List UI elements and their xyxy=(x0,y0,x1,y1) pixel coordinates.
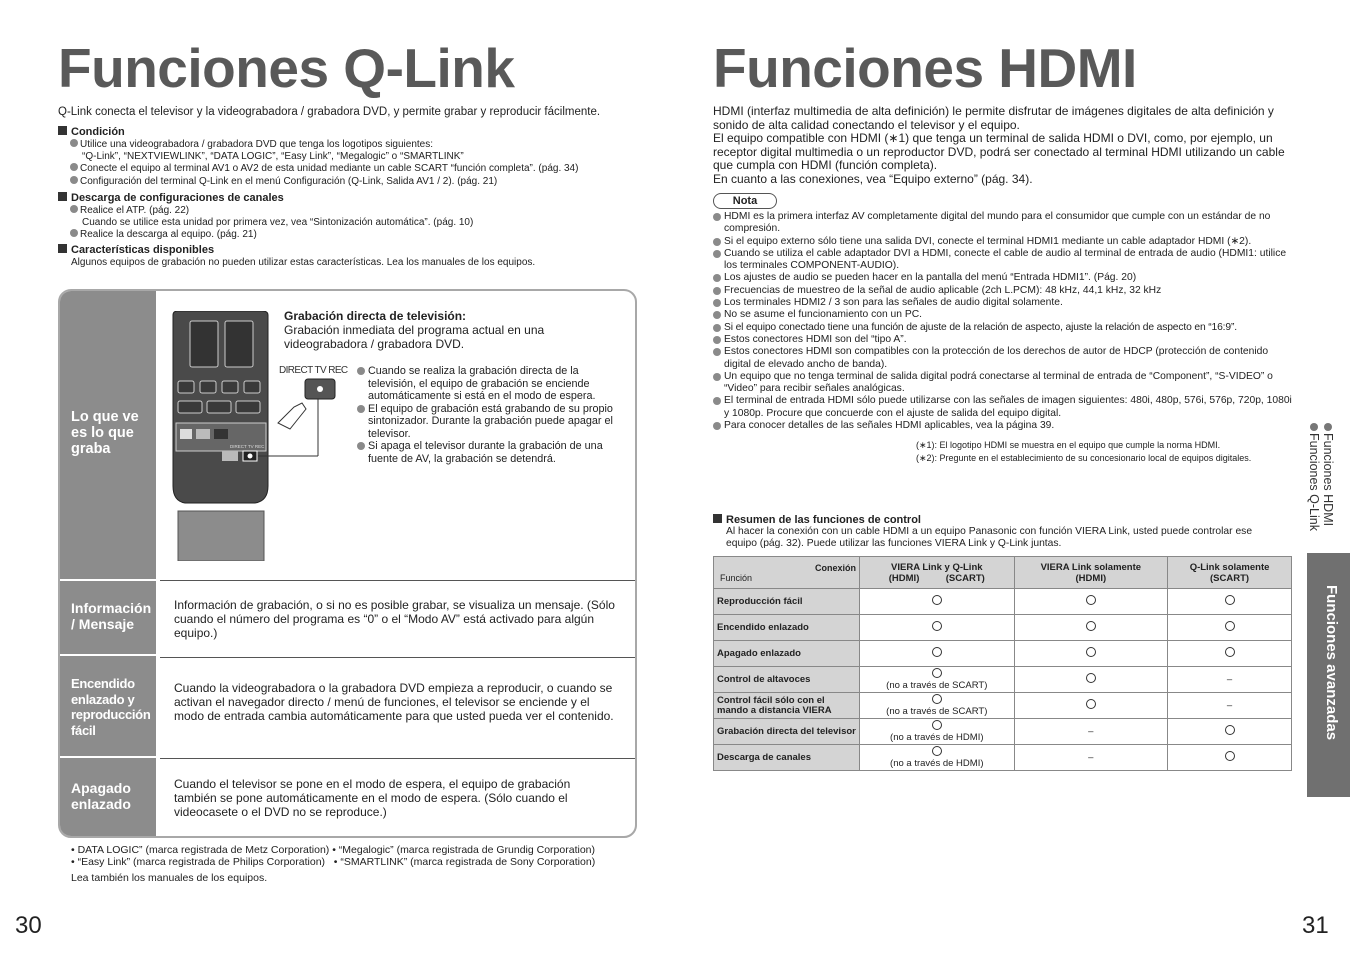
bullet-dot-icon xyxy=(713,213,721,221)
bullet-dot-icon xyxy=(713,250,721,258)
row2-text: Información de grabación, o si no es posible grabar, se visualiza un mensaje. (Sólo cuando el número del programa es “0” o el “Modo AV” está activado para algún equipo.) xyxy=(174,598,615,640)
bullet-dot-icon xyxy=(713,397,721,405)
bullet-dot-icon xyxy=(713,373,721,381)
function-cell: Apagado enlazado xyxy=(714,641,860,667)
note: Un equipo que no tenga terminal de salida digital podrá conectarse al terminal de entrada de “Component”, “S-VIDEO” o “Video” para recibir señales analógicas. xyxy=(713,371,1293,396)
page-title-qlink: Funciones Q-Link xyxy=(58,37,515,99)
trademark-line: • “Easy Link” (marca registrada de Philips Corporation) • “SMARTLINK” (marca registrada de Sony Corporation) xyxy=(71,856,596,868)
bullet: Realice la descarga al equipo. (pág. 21) xyxy=(58,229,648,241)
row1-desc: Grabación inmediata del programa actual en una videograbadora / grabadora DVD. xyxy=(284,322,545,351)
cell xyxy=(860,641,1015,667)
circle-icon xyxy=(1225,595,1235,605)
cell: – xyxy=(1014,719,1168,745)
cell xyxy=(1014,641,1168,667)
note: Si el equipo conectado tiene una función de ajuste de la relación de aspecto, ajuste la relación de aspecto en “16:9”. xyxy=(713,322,1293,334)
cell: – xyxy=(1168,693,1292,719)
bullet-dot-icon xyxy=(1324,423,1332,431)
row-label: Lo que ve es lo que graba xyxy=(71,409,139,457)
note: Los terminales HDMI2 / 3 son para las señales de audio digital solamente. xyxy=(713,297,1293,309)
cell xyxy=(1014,615,1168,641)
bullet-dot-icon xyxy=(713,299,721,307)
direct-tv-rec-label: DIRECT TV REC xyxy=(279,365,348,376)
side-tab xyxy=(1307,553,1350,797)
footnote: Lea también los manuales de los equipos. xyxy=(71,872,268,884)
divider xyxy=(160,758,635,759)
hdmi-footnotes xyxy=(916,439,1251,465)
bullet-dot-icon xyxy=(713,336,721,344)
circle-icon xyxy=(1225,751,1235,761)
cell xyxy=(1168,641,1292,667)
side-tab-label: Funciones avanzadas xyxy=(1323,585,1340,741)
row-label-bg xyxy=(60,291,156,579)
table-row xyxy=(714,693,1292,719)
square-bullet-icon xyxy=(713,514,722,523)
bullet-dot-icon xyxy=(713,311,721,319)
row-label-bg xyxy=(60,581,156,654)
hdmi-notes xyxy=(713,211,1293,432)
row-label: Encendido enlazado y reproducción fácil xyxy=(71,676,151,738)
row-label: Apagado enlazado xyxy=(71,780,131,812)
intro-paragraph: El equipo compatible con HDMI (∗1) que tenga un terminal de salida HDMI o DVI, como, por ejemplo, un receptor digital multimedia o un reproductor DVD, podrá ser conectado al terminal HDMI utilizando un cable que cumpla con HDMI (función completa). xyxy=(713,131,1285,173)
note: HDMI es la primera interfaz AV completamente digital del mundo para el consumidor que cumple con un estándar de no compresión. xyxy=(713,211,1293,236)
section-heading: Características disponibles xyxy=(58,244,648,257)
side-label-hdmi: Funciones HDMI xyxy=(1321,423,1335,531)
cell: – xyxy=(1014,745,1168,771)
cell xyxy=(1168,589,1292,615)
row-label-bg xyxy=(60,758,156,838)
bullet-dot-icon xyxy=(713,238,721,246)
function-cell: Reproducción fácil xyxy=(714,589,860,615)
row-label-bg xyxy=(60,656,156,756)
bullet-dot-icon xyxy=(70,176,78,184)
page-number: 30 xyxy=(15,912,42,939)
page-title-hdmi: Funciones HDMI xyxy=(713,37,1137,99)
row1-bullets xyxy=(357,365,629,465)
circle-icon xyxy=(932,720,942,730)
sub-line: Cuando se utilice esta unidad por primera vez, vea “Sintonización automática”. (pág. 10) xyxy=(82,217,474,229)
note: Para conocer detalles de las señales HDMI aplicables, vea la página 39. xyxy=(713,420,1293,432)
circle-icon xyxy=(1086,595,1096,605)
row3-text: Cuando la videograbadora o la grabadora DVD empieza a reproducir, o cuando se activan el navegador directo / menú de funciones, el televisor se enciende y el modo de entrada cambia automáticamente para que usted pueda ver el contenido. xyxy=(174,681,614,723)
bullet-dot-icon xyxy=(70,229,78,237)
table-row xyxy=(714,667,1292,693)
note: El terminal de entrada HDMI sólo puede utilizarse con las señales de imagen siguientes: 480i, 480p, 576i, 576p, 720p, 1080i y 1080p. Procure que concuerde con el ajuste de salida del equipo digital. xyxy=(713,395,1293,420)
bullet-dot-icon xyxy=(70,205,78,213)
cell xyxy=(860,589,1015,615)
table-row xyxy=(714,719,1292,745)
cell: – xyxy=(1168,667,1292,693)
column-header: VIERA Link solamente (HDMI) xyxy=(1014,557,1168,589)
square-bullet-icon xyxy=(58,192,67,201)
page-number: 31 xyxy=(1302,912,1329,939)
cell xyxy=(1014,693,1168,719)
row1-text xyxy=(284,310,614,351)
circle-icon xyxy=(1225,621,1235,631)
table-row xyxy=(714,615,1292,641)
bullet-dot-icon xyxy=(70,139,78,147)
circle-icon xyxy=(1086,699,1096,709)
function-cell: Control fácil sólo con el mando a distancia VIERA xyxy=(714,693,860,719)
circle-icon xyxy=(1086,647,1096,657)
column-header: Q-Link solamente (SCART) xyxy=(1168,557,1292,589)
cell: (no a través de SCART) xyxy=(860,667,1015,693)
summary-heading: Resumen de las funciones de control xyxy=(713,514,1283,526)
circle-icon xyxy=(1086,673,1096,683)
bullet-dot-icon xyxy=(357,405,365,413)
bullet: El equipo de grabación está grabando de su propio sintonizador. Durante la grabación puede apagar el televisor. xyxy=(357,403,629,441)
intro-paragraph: En cuanto a las conexiones, vea “Equipo externo” (pág. 34). xyxy=(713,171,1033,186)
note: No se asume el funcionamiento con un PC. xyxy=(713,309,1293,321)
circle-icon xyxy=(932,595,942,605)
remote-small-label: DIRECT TV REC xyxy=(230,444,265,449)
bullet-dot-icon xyxy=(70,163,78,171)
divider xyxy=(160,657,635,658)
table-row xyxy=(714,589,1292,615)
cell xyxy=(1168,615,1292,641)
bullet-dot-icon xyxy=(713,287,721,295)
side-small-labels xyxy=(1307,423,1350,531)
control-summary-table xyxy=(713,556,1292,771)
bullet-dot-icon xyxy=(357,367,365,375)
bullet-dot-icon xyxy=(713,422,721,430)
bullet: Conecte el equipo al terminal AV1 o AV2 de esta unidad mediante un cable SCART “función completa”. (pág. 34) xyxy=(58,163,648,175)
table-row xyxy=(714,641,1292,667)
qlink-intro: Q-Link conecta el televisor y la videograbadora / grabadora DVD, y permite grabar y reproducir fácilmente. xyxy=(58,106,601,118)
cell: (no a través de HDMI) xyxy=(860,745,1015,771)
circle-icon xyxy=(1225,725,1235,735)
summary xyxy=(713,514,1283,550)
function-cell: Descarga de canales xyxy=(714,745,860,771)
bullet-dot-icon xyxy=(713,324,721,332)
section-heading: Condición xyxy=(58,126,648,139)
circle-icon xyxy=(932,668,942,678)
row1-heading: Grabación directa de televisión: xyxy=(284,309,467,323)
column-header: VIERA Link y Q-Link (HDMI) (SCART) xyxy=(860,557,1015,589)
function-cell: Control de altavoces xyxy=(714,667,860,693)
note: Estos conectores HDMI son compatibles con la protección de los derechos de autor de HDCP (protección de contenido digital de elevado ancho de banda). xyxy=(713,346,1293,371)
cell xyxy=(1014,589,1168,615)
cell xyxy=(1014,667,1168,693)
side-label-qlink: Funciones Q-Link xyxy=(1307,423,1321,531)
hdmi-intro xyxy=(713,105,1298,187)
function-cell: Grabación directa del televisor xyxy=(714,719,860,745)
bullet-dot-icon xyxy=(357,442,365,450)
note: Cuando se utiliza el cable adaptador DVI a HDMI, conecte el cable de audio al terminal de entrada de audio (HDMI1: utilice los terminales COMPONENT-AUDIO). xyxy=(713,248,1293,273)
footnote-line: (∗1): El logotipo HDMI se muestra en el equipo que cumple la norma HDMI. xyxy=(916,440,1221,450)
bullet: Si apaga el televisor durante la grabación de una fuente de AV, la grabación se detendrá. xyxy=(357,440,629,465)
bullet: Cuando se realiza la grabación directa de la televisión, el equipo de grabación se enciende automáticamente si está en el modo de espera. xyxy=(357,365,629,403)
circle-icon xyxy=(1225,647,1235,657)
note: Los ajustes de audio se pueden hacer en la pantalla del menú “Entrada HDMI1”. (Pág. 20) xyxy=(713,272,1293,284)
circle-icon xyxy=(1086,621,1096,631)
bullet: Utilice una videograbadora / grabadora DVD que tenga los logotipos siguientes: xyxy=(58,139,648,151)
bullet-dot-icon xyxy=(713,274,721,282)
table-row xyxy=(714,745,1292,771)
corner-header: Conexión Función xyxy=(714,557,860,589)
function-cell: Encendido enlazado xyxy=(714,615,860,641)
feature-box xyxy=(58,289,637,838)
square-bullet-icon xyxy=(58,126,67,135)
note: Si el equipo externo sólo tiene una salida DVI, conecte el terminal HDMI1 mediante un cable adaptador HDMI (∗2). xyxy=(713,236,1293,248)
note: Frecuencias de muestreo de la señal de audio aplicable (2ch L.PCM): 48 kHz, 44,1 kHz, 32 kHz xyxy=(713,285,1293,297)
bullet-dot-icon xyxy=(1310,423,1318,431)
intro-paragraph: HDMI (interfaz multimedia de alta definición) le permite disfrutar de imágenes digitales de alta definición y sonido de alta calidad conectando el televisor y el equipo. xyxy=(713,104,1274,132)
bullet-dot-icon xyxy=(713,348,721,356)
divider xyxy=(160,580,635,581)
cell: (no a través de HDMI) xyxy=(860,719,1015,745)
row-label: Información / Mensaje xyxy=(71,600,152,632)
cell xyxy=(1168,719,1292,745)
cell xyxy=(1168,745,1292,771)
logos-line: “Q-Link”, “NEXTVIEWLINK”, “DATA LOGIC”, “Easy Link”, “Megalogic” o “SMARTLINK” xyxy=(82,151,464,163)
square-bullet-icon xyxy=(58,244,67,253)
qlink-sections xyxy=(58,126,648,270)
section-heading: Descarga de configuraciones de canales xyxy=(58,192,648,205)
nota-label: Nota xyxy=(713,193,777,209)
section-text: Algunos equipos de grabación no pueden utilizar estas características. Lea los manuales de los equipos. xyxy=(71,257,536,269)
circle-icon xyxy=(932,621,942,631)
circle-icon xyxy=(932,746,942,756)
trademark-line: • DATA LOGIC” (marca registrada de Metz Corporation) • “Megalogic” (marca registrada de Grundig Corporation) xyxy=(71,844,595,856)
circle-icon xyxy=(932,694,942,704)
summary-text: Al hacer la conexión con un cable HDMI a un equipo Panasonic con función VIERA Link, usted puede controlar ese equipo (pág. 32). Puede utilizar las funciones VIERA Link y Q-Link juntas. xyxy=(726,526,1253,549)
cell xyxy=(860,615,1015,641)
circle-icon xyxy=(932,647,942,657)
bullet: Realice el ATP. (pág. 22) xyxy=(58,205,648,217)
footnote-line: (∗2): Pregunte en el establecimiento de su concesionario local de equipos digitales. xyxy=(916,453,1252,463)
table-header-row xyxy=(714,557,1292,589)
note: Estos conectores HDMI son del “tipo A”. xyxy=(713,334,1293,346)
bullet: Configuración del terminal Q-Link en el menú Configuración (Q-Link, Salida AV1 / 2). (pág. 21) xyxy=(58,176,648,188)
cell: (no a través de SCART) xyxy=(860,693,1015,719)
row4-text: Cuando el televisor se pone en el modo de espera, el equipo de grabación también se pone automáticamente en el modo de espera. (Sólo cuando el videocasete o el DVD no se reproduce.) xyxy=(174,777,571,819)
